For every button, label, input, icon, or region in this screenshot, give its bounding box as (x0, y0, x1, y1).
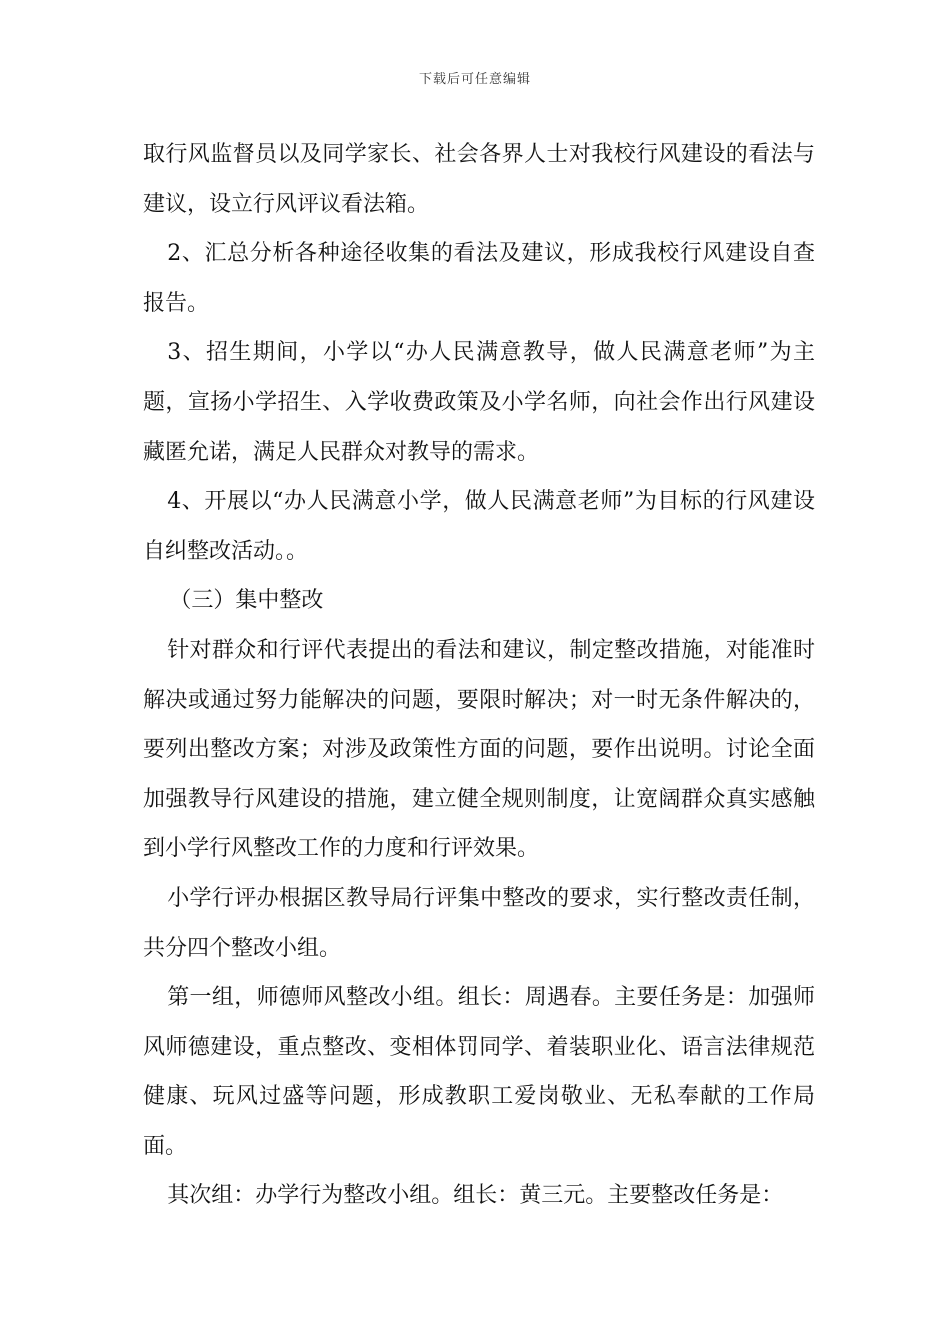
paragraph-item-4: 4、开展以“办人民满意小学，做人民满意老师”为目标的行风建设自纠整改活动。。 (143, 489, 815, 564)
page-header: 下载后可任意编辑 (418, 72, 531, 87)
paragraph-group-1: 第一组，师德师风整改小组。组长：周遇春。主要任务是：加强师风师德建设，重点整改、变相体罚同学、着装职业化、语言法律规范健康、玩风过盛等问题，形成教职工爱岗敬业、无私奉献的工作局面。 (143, 985, 815, 1159)
paragraph-item-2: 2、汇总分析各种途径收集的看法及建议，形成我校行风建设自查报告。 (143, 241, 815, 316)
paragraph-group-2: 其次组：办学行为整改小组。组长：黄三元。主要整改任务是： (167, 1183, 784, 1209)
paragraph-continuation: 取行风监督员以及同学家长、社会各界人士对我校行风建设的看法与建议，设立行风评议看法箱。 (143, 142, 815, 217)
paragraph-responsibility-system: 小学行评办根据区教导局行评集中整改的要求，实行整改责任制，共分四个整改小组。 (143, 885, 815, 961)
document-body (143, 130, 815, 1221)
paragraph-item-3: 3、招生期间，小学以“办人民满意教导，做人民满意老师”为主题，宣扬小学招生、入学收费政策及小学名师，向社会作出行风建设藏匿允诺，满足人民群众对教导的需求。 (143, 340, 815, 465)
section-heading: （三）集中整改 (169, 588, 324, 614)
paragraph-rectification-measures: 针对群众和行评代表提出的看法和建议，制定整改措施，对能准时解决或通过努力能解决的问题，要限时解决；对一时无条件解决的，要列出整改方案；对涉及政策性方面的问题，要作出说明。讨论全面加强教导行风建设的措施，建立健全规则制度，让宽阔群众真实感触到小学行风整改工作的力度和行评效果。 (143, 637, 815, 862)
